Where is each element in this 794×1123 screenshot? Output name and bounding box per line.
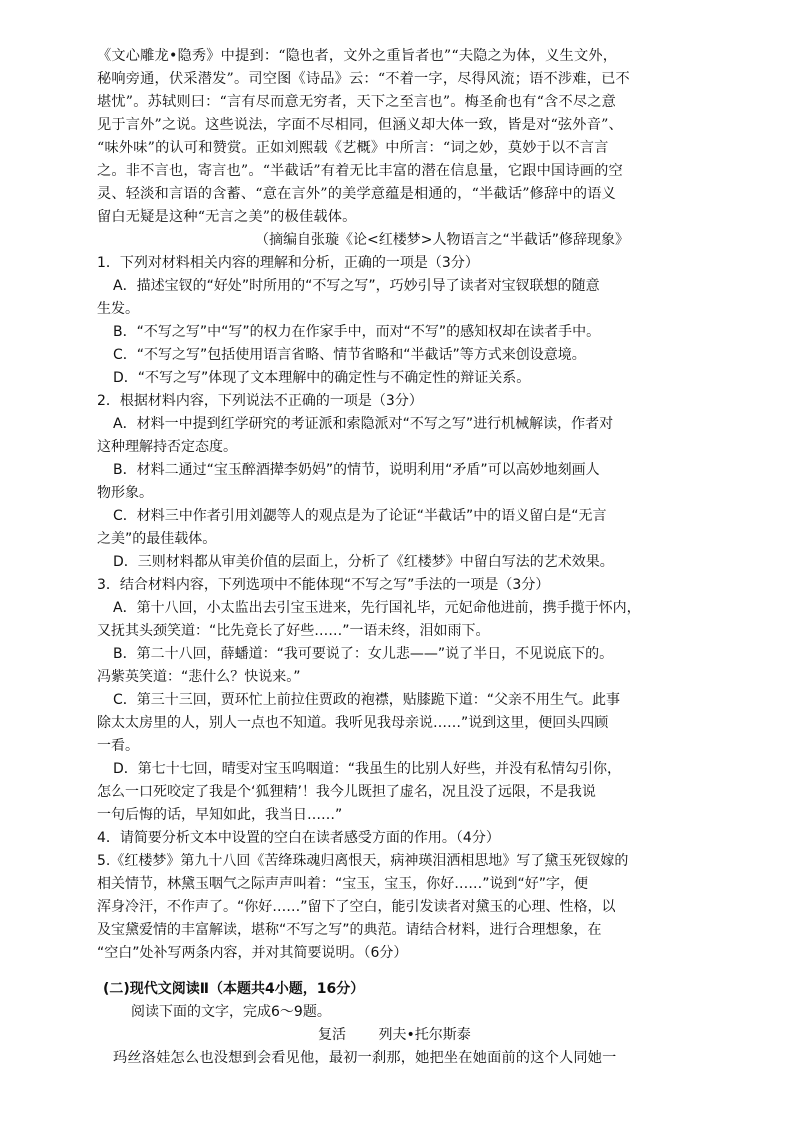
text-line: 一句后悔的话，早知如此，我当日……” [97, 807, 343, 823]
option-2d: D．三则材料都从审美价值的层面上，分析了《红楼梦》中留白写法的艺术效果。 [113, 554, 614, 570]
question-5: 5.《红楼梦》第九十八回《苦绛珠魂归离恨天，病神瑛泪洒相思地》写了黛玉死钗嫁的 [97, 853, 629, 869]
text-line: 冯紫英笑道：“悲什么？快说来。” [97, 669, 301, 685]
source-citation: （摘编自张璇《论<红楼梦>人物语言之“半截话”修辞现象》 [255, 232, 629, 248]
text-line: 及宝黛爱情的丰富解读，堪称“不写之写”的典范。请结合材料，进行合理想象，在 [97, 922, 602, 938]
article-title-line [318, 1024, 702, 1046]
text-line: 一看。 [97, 738, 139, 754]
question-4: 4．请简要分析文本中设置的空白在读者感受方面的作用。（4分） [97, 830, 500, 846]
question-3: 3．结合材料内容，下列选项中不能体现“不写之写”手法的一项是（3分） [97, 577, 550, 593]
section-heading: (二)现代文阅读Ⅱ（本题共4小题，16分） [103, 981, 365, 997]
option-3b: B．第二十八回，薛蟠道：“我可要说了：女儿悲——”说了半日，不见说底下的。 [113, 646, 614, 662]
text-line: 生发。 [97, 301, 139, 317]
text-line: 《文心雕龙•隐秀》中提到：“隐也者，文外之重旨者也”“夫隐之为体，义生文外， [97, 48, 618, 64]
option-3c: C．第三十三回，贾环忙上前拉住贾政的袍襟，贴膝跪下道：“父亲不用生气。此事 [113, 692, 621, 708]
option-1d: D．“不写之写”体现了文本理解中的确定性与不确定性的辩证关系。 [113, 370, 531, 386]
option-1a: A．描述宝钗的“好处”时所用的“不写之写”，巧妙引导了读者对宝钗联想的随意 [113, 278, 600, 294]
option-1b: B．“不写之写”中“写”的权力在作家手中，而对“不写”的感知权却在读者手中。 [113, 324, 601, 340]
instruction: 阅读下面的文字，完成6～9题。 [131, 1004, 331, 1020]
text-line: 又抚其头颈笑道：“比先竟长了好些……”一语未终，泪如雨下。 [97, 623, 490, 639]
option-2a: A．材料一中提到红学研究的考证派和索隐派对“不写之写”进行机械解读，作者对 [113, 416, 614, 432]
option-3d: D．第七十七回，晴雯对宝玉呜咽道：“我虽生的比别人好些，并没有私情勾引你， [113, 761, 622, 777]
text-line: 留白无疑是这种“无言之美”的极佳载体。 [97, 209, 357, 225]
text-line: 物形象。 [97, 485, 153, 501]
text-line: 见于言外”之说。这些说法，字面不尽相同，但涵义却大体一致，皆是对“弦外音”、 [97, 117, 623, 133]
text-line: “空白”处补写两条内容，并对其简要说明。（6分） [97, 945, 408, 961]
text-line: 秘响旁通，伏采潜发”。司空图《诗品》云：“不着一字，尽得风流；语不涉难，已不 [97, 71, 630, 87]
option-2c: C．材料三中作者引用刘勰等人的观点是为了论证“半截话”中的语义留白是“无言 [113, 508, 607, 524]
text-line: 玛丝洛娃怎么也没想到会看见他，最初一刹那，她把坐在她面前的这个人同她一 [113, 1050, 617, 1066]
text-line: 除太太房里的人，别人一点也不知道。我听见我母亲说……”说到这里，便回头四顾 [97, 715, 609, 731]
text-line: 浑身冷汗，不作声了。“你好……”留下了空白，能引发读者对黛玉的心理、性格，以 [97, 899, 616, 915]
article-author: 列夫•托尔斯泰 [378, 1027, 471, 1043]
text-line: 灵、轻淡和言语的含蓄、“意在言外”的美学意蕴是相通的，“半截话”修辞中的语义 [97, 186, 616, 202]
text-line: 堪忧”。苏轼则曰：“言有尽而意无穷者，天下之至言也”。梅圣俞也有“含不尽之意 [97, 94, 616, 110]
text-line: 之。非不言也，寄言也”。“半截话”有着无比丰富的潜在信息量，它跟中国诗画的空 [97, 163, 623, 179]
text-line: “味外味”的认可和赞赏。正如刘熙载《艺概》中所言：“词之妙，莫妙于以不言言 [97, 140, 609, 156]
text-line: 怎么一口死咬定了我是个‘狐狸精’！我今儿既担了虚名，况且没了远限，不是我说 [97, 784, 596, 800]
question-2: 2．根据材料内容，下列说法不正确的一项是（3分） [97, 393, 423, 409]
text-line: 之美”的最佳载体。 [97, 531, 217, 547]
article-title: 复活 [318, 1027, 346, 1043]
option-2b: B．材料二通过“宝玉醉酒撵李奶妈”的情节，说明利用“矛盾”可以高妙地刻画人 [113, 462, 600, 478]
text-line: 相关情节，林黛玉咽气之际声声叫着：“宝玉，宝玉，你好……”说到“好”字，便 [97, 876, 589, 892]
option-1c: C．“不写之写”包括使用语言省略、情节省略和“半截话”等方式来创设意境。 [113, 347, 586, 363]
option-3a: A．第十八回，小太监出去引宝玉进来，先行国礼毕，元妃命他进前，携手揽于怀内， [113, 600, 641, 616]
question-1: 1．下列对材料相关内容的理解和分析，正确的一项是（3分） [97, 255, 479, 271]
text-line: 这种理解持否定态度。 [97, 439, 237, 455]
